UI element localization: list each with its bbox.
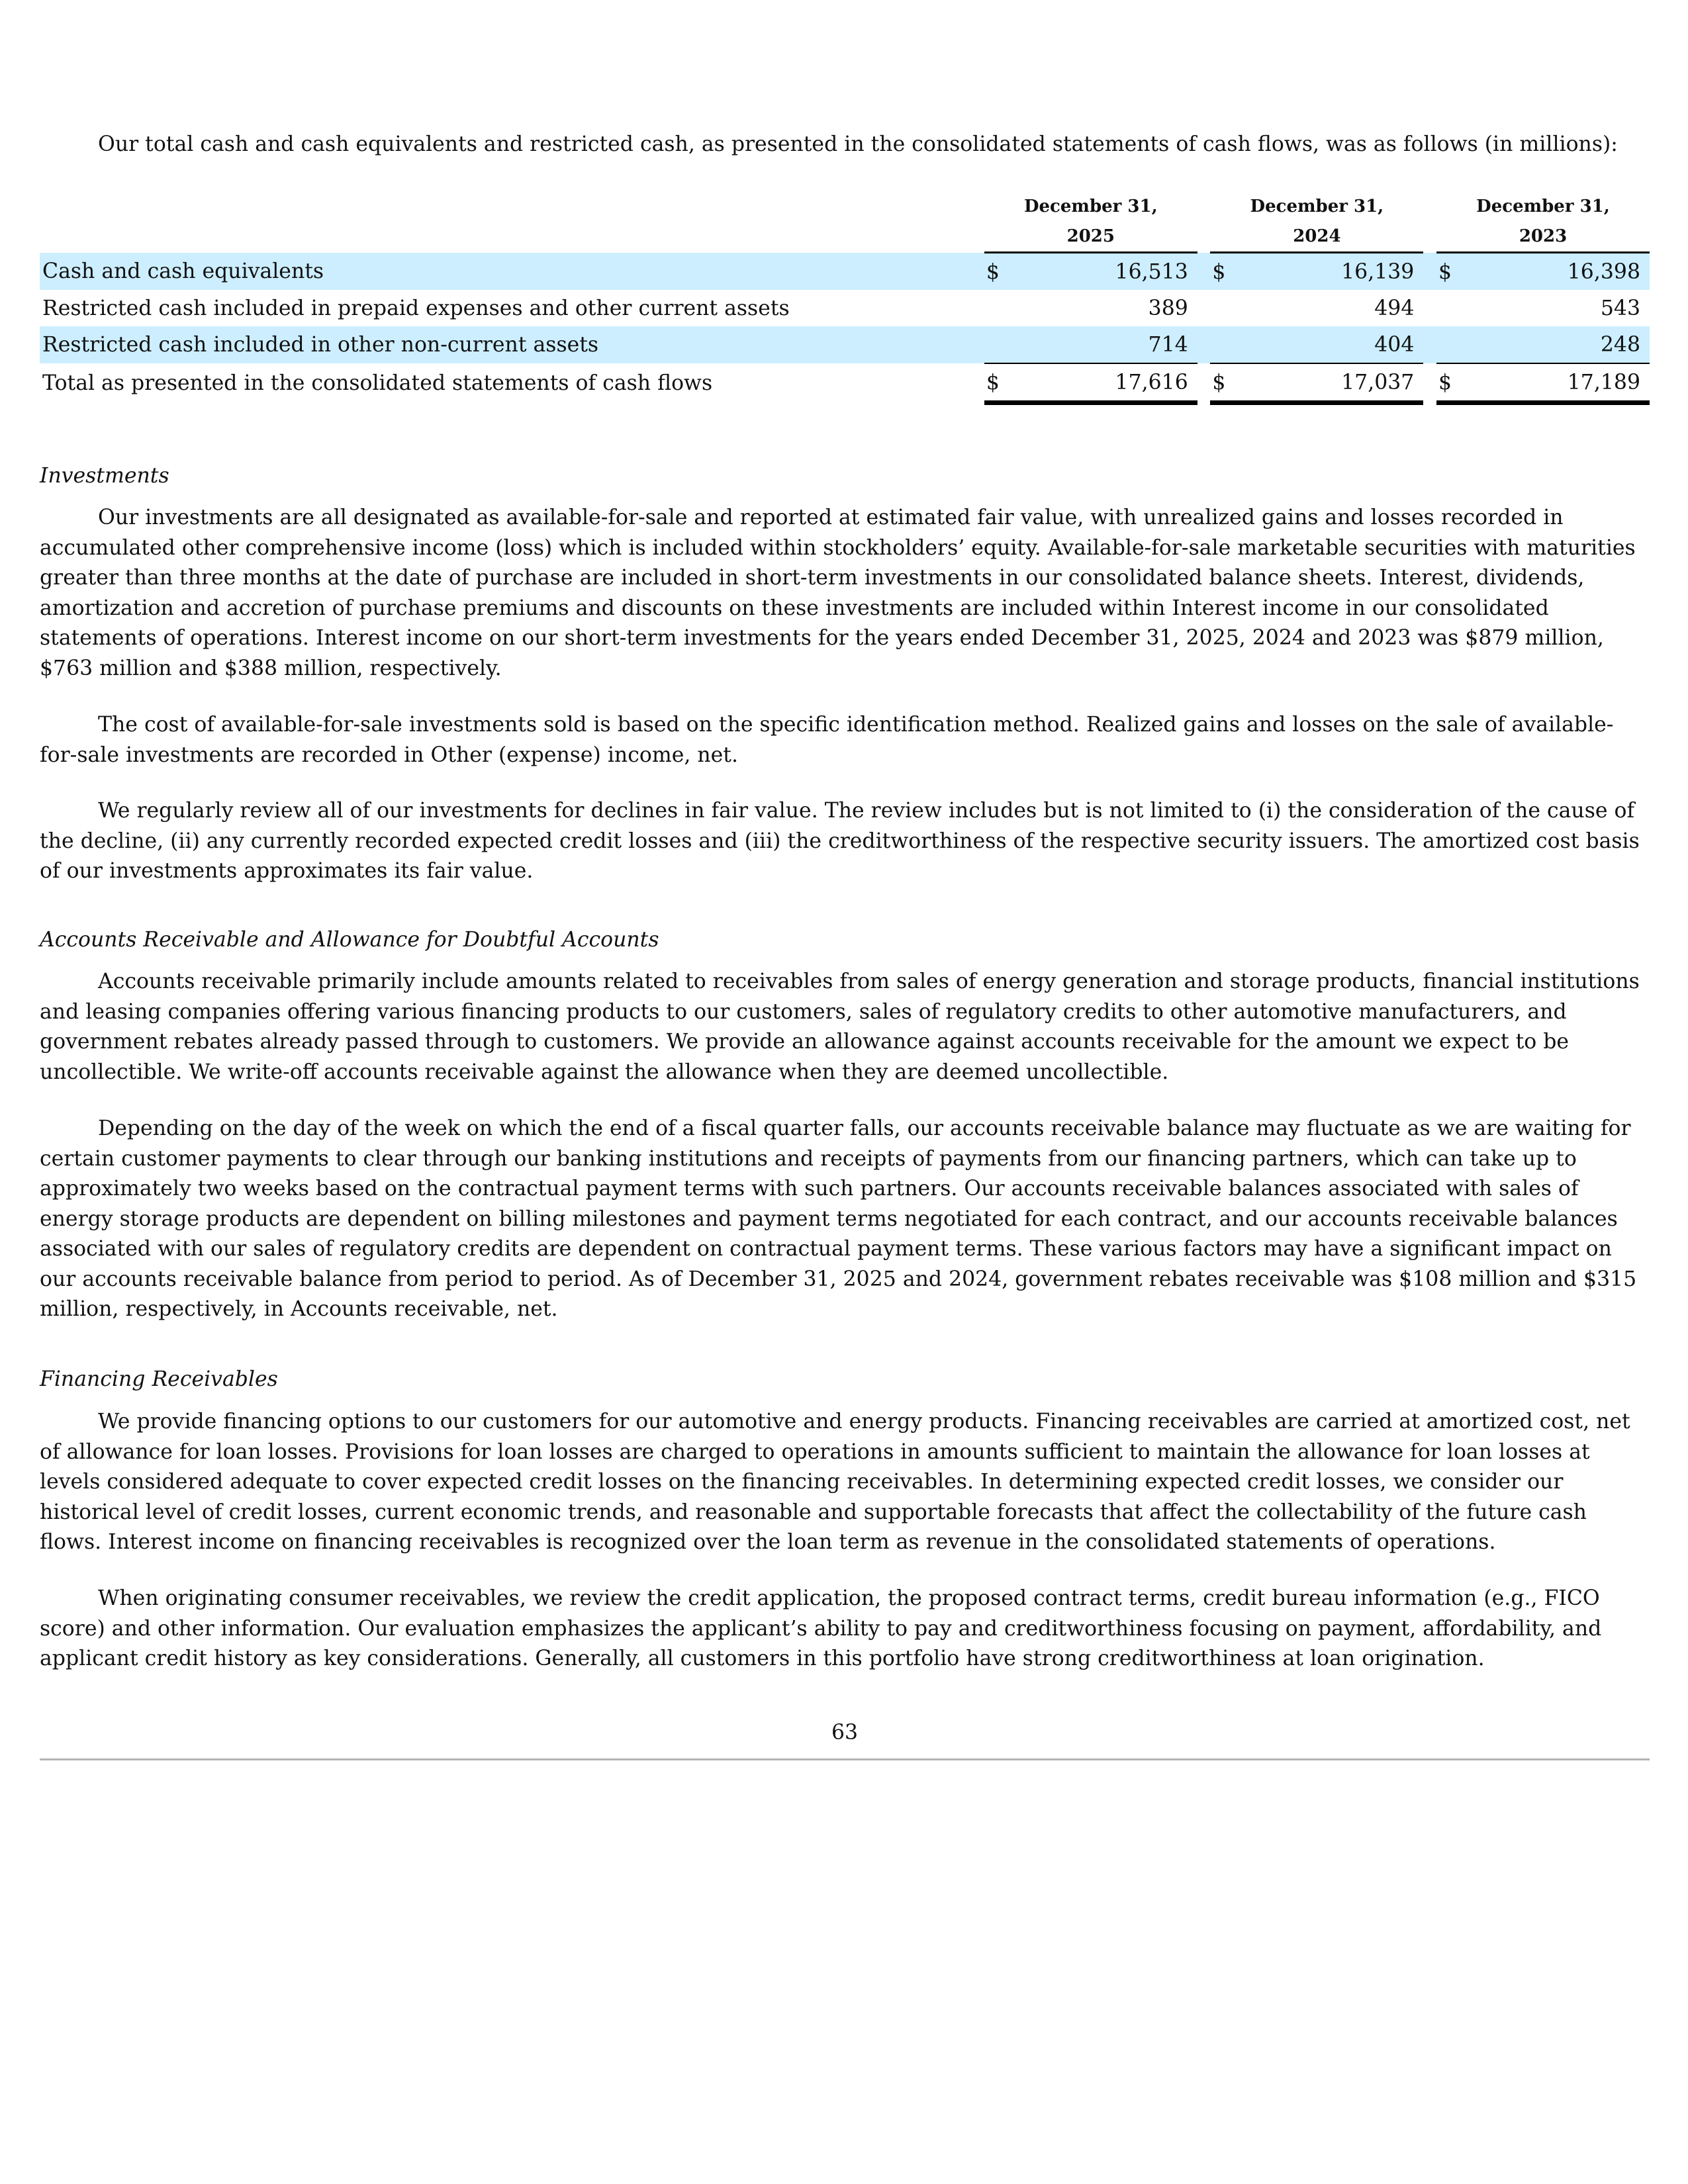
cell-value: 16,513 xyxy=(1006,253,1197,291)
page-number: 63 xyxy=(831,1721,859,1745)
section-heading-investments: Investments xyxy=(40,464,169,488)
column-header-line2: 2024 xyxy=(1293,226,1341,246)
cell-value: 248 xyxy=(1458,326,1650,363)
column-header-2023 xyxy=(1436,192,1650,253)
currency-symbol xyxy=(984,290,1006,326)
currency-symbol: $ xyxy=(984,363,1006,403)
currency-symbol: $ xyxy=(1436,253,1458,291)
cell-value: 16,139 xyxy=(1232,253,1423,291)
cell-value: 543 xyxy=(1600,296,1640,320)
column-header-2025 xyxy=(984,192,1197,253)
financing-paragraph-1: We provide financing options to our customers for our automotive and energy products. Financing receivables are carried at amortized cost, net of allowance for loan losses. Provisions for loan losses are charged to operations in amounts sufficient to maintain the allowance for loan losses at levels considered adequate to cover expected credit losses on the financing receivables. In determining expected credit losses, we consider our historical level of credit losses, current economic trends, and reasonable and supportable forecasts that affect the collectability of the future cash flows. Interest income on financing receivables is recognized over the loan term as revenue in the consolidated statements of operations. xyxy=(40,1410,1630,1554)
section-heading-receivables: Accounts Receivable and Allowance for Doubtful Accounts xyxy=(40,928,659,952)
currency-symbol: $ xyxy=(984,253,1006,291)
intro-paragraph: Our total cash and cash equivalents and restricted cash, as presented in the consolidated statements of cash flows, was as follows (in millions): xyxy=(98,132,1618,156)
cell-value: 17,037 xyxy=(1232,363,1423,403)
table-row xyxy=(40,326,1650,363)
investments-paragraph-2: The cost of available-for-sale investments sold is based on the specific identification method. Realized gains and losses on the sale of available-for-sale investments are recorded in Other (expense) income, net. xyxy=(40,713,1614,767)
column-header-line2: 2025 xyxy=(1066,226,1115,246)
row-label: Total as presented in the consolidated statements of cash flows xyxy=(42,371,713,395)
row-label: Cash and cash equivalents xyxy=(40,253,984,291)
table-total-row xyxy=(40,363,1650,403)
footer-divider xyxy=(40,1758,1650,1760)
table-row xyxy=(40,253,1650,291)
cell-value: 16,398 xyxy=(1458,253,1650,291)
column-header-line1: December 31, xyxy=(1250,197,1384,216)
financing-paragraph-2: When originating consumer receivables, we review the credit application, the proposed contract terms, credit bureau information (e.g., FICO score) and other information. Our evaluation emphasizes the applicant’s ability to pay and creditworthiness focusing on payment, affordability, and applicant credit history as key considerations. Generally, all customers in this portfolio have strong creditworthiness at loan origination. xyxy=(40,1586,1602,1670)
currency-symbol xyxy=(1436,290,1458,326)
cell-value: 494 xyxy=(1374,296,1415,320)
currency-symbol: $ xyxy=(1210,253,1232,291)
currency-symbol xyxy=(984,326,1006,363)
currency-symbol xyxy=(1210,290,1232,326)
currency-symbol: $ xyxy=(1210,363,1232,403)
table-row xyxy=(40,290,1650,326)
receivables-paragraph-2: Depending on the day of the week on which the end of a fiscal quarter falls, our accounts receivable balance may fluctuate as we are waiting for certain customer payments to clear through our banking institutions and receipts of payments from our financing partners, which can take up to approximately two weeks based on the contractual payment terms with such partners. Our accounts receivable balances associated with sales of energy storage products are dependent on billing milestones and payment terms negotiated for each contract, and our accounts receivable balances associated with our sales of regulatory credits are dependent on contractual payment terms. These various factors may have a significant impact on our accounts receivable balance from period to period. As of December 31, 2025 and 2024, government rebates receivable was $108 million and $315 million, respectively, in Accounts receivable, net. xyxy=(40,1116,1637,1321)
table-header-row xyxy=(40,192,1650,253)
row-label: Restricted cash included in other non-current assets xyxy=(40,326,984,363)
investments-paragraph-1: Our investments are all designated as available-for-sale and reported at estimated fair value, with unrealized gains and losses recorded in accumulated other comprehensive income (loss) which is included within stockholders’ equity. Available-for-sale marketable securities with maturities greater than three months at the date of purchase are included in short-term investments in our consolidated balance sheets. Interest, dividends, amortization and accretion of purchase premiums and discounts on these investments are included within Interest income in our consolidated statements of operations. Interest income on our short-term investments for the years ended December 31, 2025, 2024 and 2023 was $879 million, $763 million and $388 million, respectively. xyxy=(40,506,1636,680)
currency-symbol: $ xyxy=(1436,363,1458,403)
column-header-line1: December 31, xyxy=(1023,197,1158,216)
currency-symbol xyxy=(1436,326,1458,363)
cell-value: 17,189 xyxy=(1458,363,1650,403)
section-heading-financing: Financing Receivables xyxy=(40,1367,278,1391)
cell-value: 17,616 xyxy=(1006,363,1197,403)
cell-value: 404 xyxy=(1232,326,1423,363)
cell-value: 389 xyxy=(1148,296,1188,320)
column-header-line1: December 31, xyxy=(1476,197,1610,216)
investments-paragraph-3: We regularly review all of our investments for declines in fair value. The review includes but is not limited to (i) the consideration of the cause of the decline, (ii) any currently recorded expected credit losses and (iii) the creditworthiness of the respective security issuers. The amortized cost basis of our investments approximates its fair value. xyxy=(40,799,1640,883)
column-header-line2: 2023 xyxy=(1519,226,1568,246)
row-label: Restricted cash included in prepaid expenses and other current assets xyxy=(42,296,790,320)
cell-value: 714 xyxy=(1006,326,1197,363)
currency-symbol xyxy=(1210,326,1232,363)
cash-table xyxy=(40,192,1650,405)
column-header-2024 xyxy=(1210,192,1423,253)
receivables-paragraph-1: Accounts receivable primarily include amounts related to receivables from sales of energy generation and storage products, financial institutions and leasing companies offering various financing products to our customers, sales of regulatory credits to other automotive manufacturers, and government rebates already passed through to customers. We provide an allowance against accounts receivable for the amount we expect to be uncollectible. We write-off accounts receivable against the allowance when they are deemed uncollectible. xyxy=(40,970,1640,1084)
